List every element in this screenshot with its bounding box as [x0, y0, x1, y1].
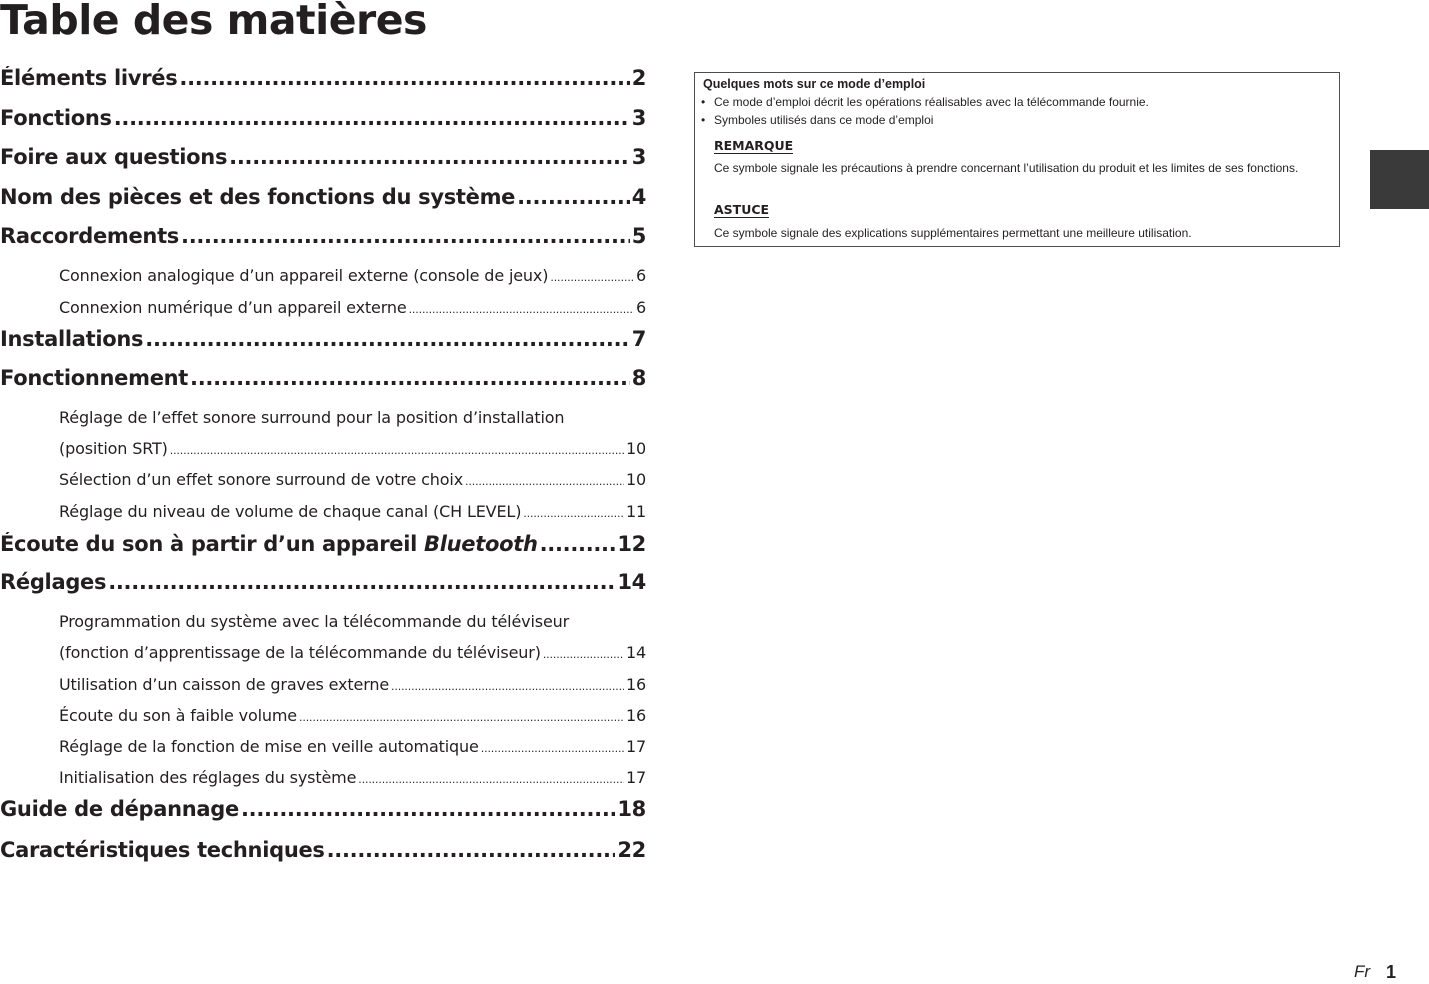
- leader-dots: [409, 303, 634, 316]
- toc-entry-page: 11: [625, 502, 646, 521]
- leader-dots: [241, 797, 615, 821]
- toc-entry-page: 14: [625, 643, 646, 662]
- toc-entry-title: Fonctionnement: [0, 366, 189, 390]
- toc-entry-title: Écoute du son à faible volume: [59, 706, 298, 725]
- toc-entry-page: 10: [625, 439, 646, 458]
- leader-dots: [327, 838, 616, 862]
- notes-heading: Quelques mots sur ce mode d’emploi: [703, 77, 926, 91]
- leader-dots: [358, 773, 624, 786]
- toc-entry[interactable]: [0, 327, 646, 351]
- footer-page-number: 1: [1386, 962, 1397, 982]
- toc-entry-page: 16: [625, 675, 646, 694]
- toc-entry-title: Réglages: [0, 570, 107, 594]
- toc-entry[interactable]: [0, 366, 646, 390]
- toc-entry-page: 2: [631, 66, 646, 90]
- leader-dots: [543, 648, 624, 661]
- toc-entry-title: (position SRT): [59, 439, 168, 458]
- leader-dots: [391, 680, 624, 693]
- toc-entry-title: [0, 532, 538, 556]
- toc-subentry[interactable]: [59, 470, 646, 489]
- toc-entry-page: 14: [617, 570, 646, 594]
- toc-entry-title: Installations: [0, 327, 144, 351]
- notes-bullet-item: [701, 113, 933, 127]
- toc-subentry[interactable]: [59, 768, 646, 787]
- toc-entry-title: Sélection d’un effet sonore surround de votre choix: [59, 470, 464, 489]
- leader-dots: [517, 185, 630, 209]
- toc-entry[interactable]: [0, 797, 646, 821]
- leader-dots: [181, 224, 630, 248]
- leader-dots: [540, 532, 616, 556]
- toc-subentry[interactable]: [59, 675, 646, 694]
- toc-entry-page: 6: [635, 266, 646, 285]
- astuce-label: ASTUCE: [714, 202, 770, 217]
- leader-dots: [145, 327, 629, 351]
- toc-entry[interactable]: [0, 838, 646, 862]
- toc-entry-title: Fonctions: [0, 106, 112, 130]
- notes-bullet-text: Symboles utilisés dans ce mode d’emploi: [714, 113, 934, 127]
- toc-entry-title-italic: Bluetooth: [424, 532, 538, 556]
- leader-dots: [170, 444, 624, 457]
- toc-entry-page: 8: [631, 366, 646, 390]
- toc-entry[interactable]: [0, 185, 646, 209]
- toc-entry-page: 3: [631, 106, 646, 130]
- toc-entry[interactable]: [0, 532, 646, 556]
- toc-entry-title: Éléments livrés: [0, 66, 178, 90]
- astuce-text: Ce symbole signale des explications supplémentaires permettant une meilleure utilisation.: [714, 226, 1192, 240]
- toc-entry-title: Connexion analogique d’un appareil externe (console de jeux): [59, 266, 549, 285]
- section-tab-marker: [1370, 150, 1429, 209]
- toc-subentry[interactable]: [59, 737, 646, 756]
- toc-subentry[interactable]: [59, 266, 646, 285]
- toc-entry-title: Guide de dépannage: [0, 797, 239, 821]
- leader-dots: [550, 271, 634, 284]
- toc-entry-page: 5: [631, 224, 646, 248]
- toc-subentry-line1[interactable]: Réglage de l’effet sonore surround pour la position d’installation: [59, 408, 565, 427]
- toc-entry-page: 10: [625, 470, 646, 489]
- toc-entry-title: Raccordements: [0, 224, 180, 248]
- toc-entry-page: 7: [631, 327, 646, 351]
- toc-entry-page: 12: [617, 532, 646, 556]
- remarque-label: REMARQUE: [714, 138, 794, 153]
- leader-dots: [114, 106, 630, 130]
- toc-entry[interactable]: [0, 106, 646, 130]
- toc-entry-page: 6: [635, 298, 646, 317]
- toc-subentry[interactable]: [59, 298, 646, 317]
- toc-subentry[interactable]: [59, 643, 646, 662]
- toc-entry-title: Nom des pièces et des fonctions du système: [0, 185, 516, 209]
- toc-entry[interactable]: [0, 224, 646, 248]
- leader-dots: [465, 475, 624, 488]
- bullet-icon: •: [701, 113, 706, 127]
- toc-entry[interactable]: [0, 145, 646, 169]
- manual-notes-box: [694, 72, 1340, 247]
- toc-entry[interactable]: [0, 570, 646, 594]
- toc-entry-page: 17: [625, 768, 646, 787]
- toc-entry[interactable]: [0, 66, 646, 90]
- toc-subentry-line1[interactable]: Programmation du système avec la télécommande du téléviseur: [59, 612, 570, 631]
- toc-entry-title: Caractéristiques techniques: [0, 838, 325, 862]
- toc-entry-title: Connexion numérique d’un appareil externe: [59, 298, 407, 317]
- toc-entry-page: 18: [617, 797, 646, 821]
- toc-entry-page: 17: [625, 737, 646, 756]
- toc-subentry[interactable]: [59, 706, 646, 725]
- toc-entry-title: (fonction d’apprentissage de la télécommande du téléviseur): [59, 643, 541, 662]
- toc-entry-page: 16: [625, 706, 646, 725]
- toc-entry-title-text: Écoute du son à partir d’un appareil: [0, 532, 425, 556]
- toc-entry-page: 22: [617, 838, 646, 862]
- notes-bullet-text: Ce mode d’emploi décrit les opérations réalisables avec la télécommande fournie.: [714, 95, 1149, 109]
- toc-entry-page: 3: [631, 145, 646, 169]
- toc-entry-title: Initialisation des réglages du système: [59, 768, 357, 787]
- toc-entry-title: Foire aux questions: [0, 145, 228, 169]
- toc-subentry[interactable]: [59, 439, 646, 458]
- notes-bullet-item: [701, 95, 1149, 109]
- toc-entry-title: Utilisation d’un caisson de graves externe: [59, 675, 390, 694]
- toc-entry-title: Réglage de la fonction de mise en veille automatique: [59, 737, 479, 756]
- leader-dots: [190, 366, 630, 390]
- toc-entry-title: Réglage du niveau de volume de chaque canal (CH LEVEL): [59, 502, 522, 521]
- toc-entry-page: 4: [631, 185, 646, 209]
- leader-dots: [523, 507, 624, 520]
- leader-dots: [179, 66, 629, 90]
- toc-subentry[interactable]: [59, 502, 646, 521]
- leader-dots: [108, 570, 615, 594]
- leader-dots: [299, 711, 624, 724]
- leader-dots: [481, 742, 624, 755]
- footer-language: Fr: [1354, 962, 1371, 981]
- bullet-icon: •: [701, 95, 706, 109]
- remarque-text: Ce symbole signale les précautions à prendre concernant l’utilisation du produit et les limites de ses fonctions.: [714, 161, 1299, 175]
- page-title: Table des matières: [0, 0, 427, 44]
- leader-dots: [229, 145, 630, 169]
